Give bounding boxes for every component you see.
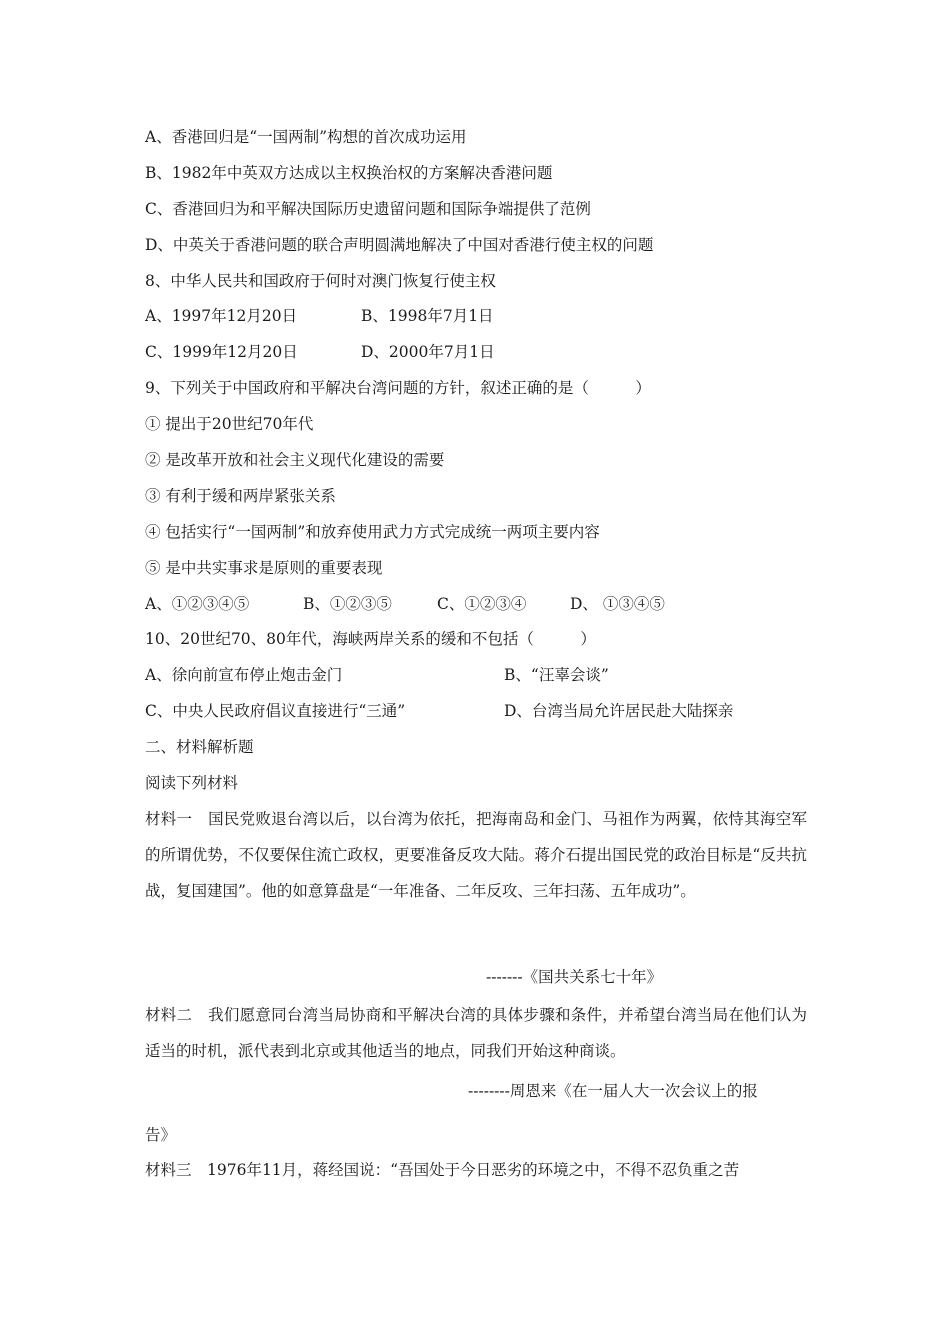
q9-item-2: ② 是改革开放和社会主义现代化建设的需要 bbox=[145, 451, 445, 469]
q9-option-a: A、①②③④⑤ bbox=[145, 595, 250, 613]
material-2-source: --------周恩来《在一届人大一次会议上的报 bbox=[468, 1082, 758, 1100]
q9-item-3: ③ 有利于缓和两岸紧张关系 bbox=[145, 487, 336, 505]
q10-stem: 10、20世纪70、80年代，海峡两岸关系的缓和不包括（ ） bbox=[145, 630, 596, 648]
q9-option-c: C、①②③④ bbox=[437, 595, 527, 613]
q9-item-5: ⑤ 是中共实事求是原则的重要表现 bbox=[145, 559, 383, 577]
q9-option-d: D、 ①③④⑤ bbox=[570, 595, 665, 613]
q8-option-c: C、1999年12月20日 bbox=[145, 343, 298, 361]
material-1-source: -------《国共关系七十年》 bbox=[486, 968, 663, 986]
q9-option-b: B、①②③⑤ bbox=[303, 595, 392, 613]
q10-option-a: A、徐向前宣布停止炮击金门 bbox=[145, 666, 343, 684]
q10-option-c: C、中央人民政府倡议直接进行“三通” bbox=[145, 702, 406, 720]
q9-item-1: ① 提出于20世纪70年代 bbox=[145, 415, 314, 433]
q10-option-b: B、“汪辜会谈” bbox=[504, 666, 609, 684]
q8-stem: 8、中华人民共和国政府于何时对澳门恢复行使主权 bbox=[145, 272, 496, 290]
q7-option-a: A、香港回归是“一国两制”构想的首次成功运用 bbox=[145, 128, 467, 146]
q7-option-d: D、中英关于香港问题的联合声明圆满地解决了中国对香港行使主权的问题 bbox=[145, 236, 654, 254]
q8-option-b: B、1998年7月1日 bbox=[361, 307, 494, 325]
section-intro: 阅读下列材料 bbox=[145, 774, 239, 792]
q9-item-4: ④ 包括实行“一国两制”和放弃使用武力方式完成统一两项主要内容 bbox=[145, 523, 600, 541]
section-heading: 二、材料解析题 bbox=[145, 738, 254, 756]
material-2-source-cont: 告》 bbox=[145, 1126, 177, 1144]
q8-option-a: A、1997年12月20日 bbox=[145, 307, 298, 325]
q9-stem: 9、下列关于中国政府和平解决台湾问题的方针，叙述正确的是（ ） bbox=[145, 379, 651, 397]
q7-option-b: B、1982年中英双方达成以主权换治权的方案解决香港问题 bbox=[145, 164, 553, 182]
q7-option-c: C、香港回归为和平解决国际历史遗留问题和国际争端提供了范例 bbox=[145, 200, 591, 218]
material-3-text: 材料三 1976年11月，蒋经国说：“吾国处于今日恶劣的环境之中，不得不忍负重之苦 bbox=[145, 1161, 740, 1179]
q8-option-d: D、2000年7月1日 bbox=[361, 343, 495, 361]
material-2-text: 材料二 我们愿意同台湾当局协商和平解决台湾的具体步骤和条件，并希望台湾当局在他们认为适当的时机，派代表到北京或其他适当的地点，同我们开始这种商谈。 bbox=[145, 1006, 807, 1060]
material-1-text: 材料一 国民党败退台湾以后，以台湾为依托，把海南岛和金门、马祖作为两翼，依恃其海空军的所谓优势，不仅要保住流亡政权，更要准备反攻大陆。蒋介石提出国民党的政治目标是“反共抗战，复国建国”。他的如意算盘是“一年准备、二年反攻、三年扫荡、五年成功”。 bbox=[145, 810, 807, 900]
q10-option-d: D、台湾当局允许居民赴大陆探亲 bbox=[504, 702, 734, 720]
